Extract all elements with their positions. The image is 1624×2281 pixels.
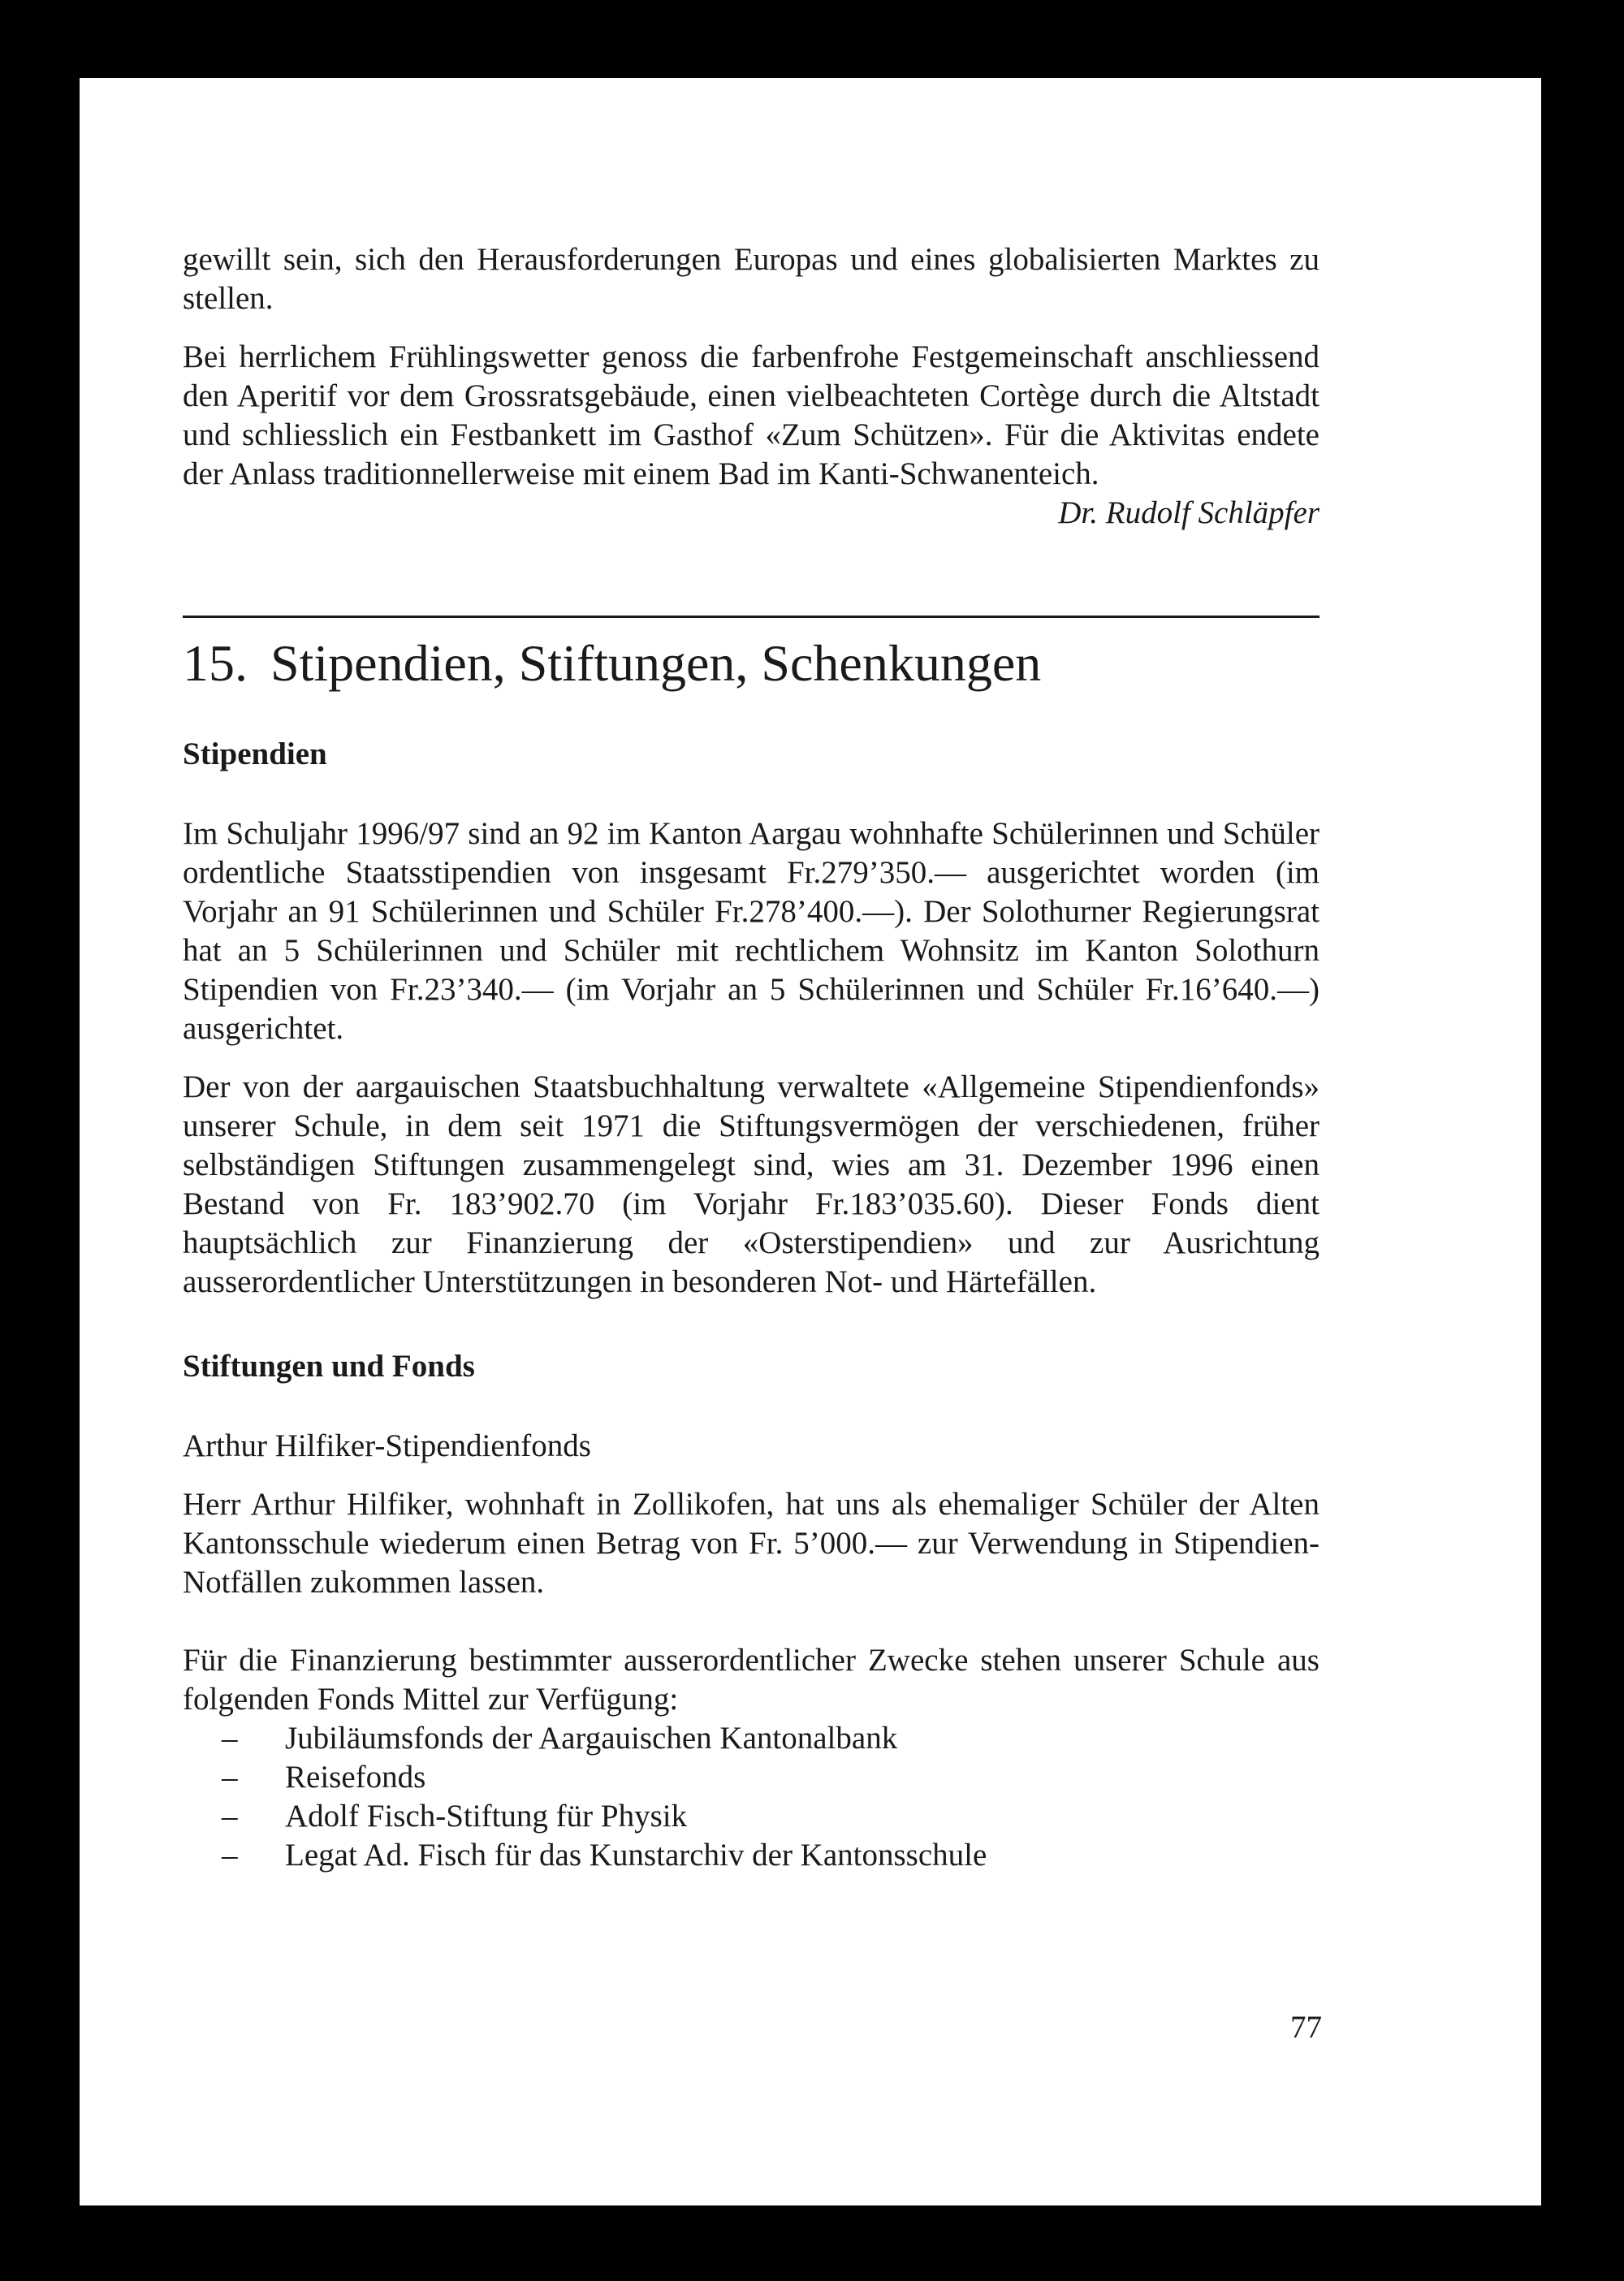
stiftungen-paragraph-1: Herr Arthur Hilfiker, wohnhaft in Zollikofen, hat uns als ehemaliger Schüler der Alten Kantonsschule wiederum einen Betrag von Fr. 5’000.— zur Verwendung in Stipendien-Notfällen zukommen lassen. <box>183 1487 1320 1600</box>
stipendien-paragraph-2: Der von der aargauischen Staatsbuchhaltung verwaltete «Allgemeine Stipendienfonds» unserer Schule, in dem seit 1971 die Stiftungsvermögen der verschiedenen, früher selbständigen Stiftungen zusammengelegt sind, wies am 31. Dezember 1996 einen Bestand von Fr. 183’902.70 (im Vorjahr Fr.183’035.60). Dieser Fonds dient hauptsächlich zur Finanzierung der «Osterstipendien» und zur Ausrichtung ausserordentlicher Unterstützungen in besonderen Not- und Härtefällen. <box>183 1069 1320 1299</box>
intro-paragraph-1: gewillt sein, sich den Herausforderungen Europas und eines globalisierten Marktes zu stellen. <box>183 242 1320 316</box>
fund-subheading: Arthur Hilfiker-Stipendienfonds <box>183 1428 591 1463</box>
section-heading-stipendien: Stipendien <box>183 737 327 771</box>
list-item: – Adolf Fisch-Stiftung für Physik <box>183 1797 1320 1836</box>
document-page <box>80 78 1541 2205</box>
list-dash: – <box>222 1799 238 1834</box>
chapter-heading <box>183 624 1320 702</box>
page-number: 77 <box>1290 2010 1322 2045</box>
chapter-title: Stipendien, Stiftungen, Schenkungen <box>270 634 1042 692</box>
list-item: – Legat Ad. Fisch für das Kunstarchiv der Kantonsschule <box>183 1836 1320 1875</box>
section-heading-stiftungen: Stiftungen und Fonds <box>183 1349 475 1384</box>
stipendien-paragraph-1: Im Schuljahr 1996/97 sind an 92 im Kanton Aargau wohnhafte Schülerinnen und Schüler ordentliche Staatsstipendien von insgesamt Fr.279’350.— ausgerichtet worden (im Vorjahr an 91 Schülerinnen und Schüler Fr.278’400.—). Der Solothurner Regierungsrat hat an 5 Schülerinnen und Schüler mit rechtlichem Wohnsitz im Kanton Solothurn Stipendien von Fr.23’340.— (im Vorjahr an 5 Schülerinnen und Schüler Fr.16’640.—) ausgerichtet. <box>183 816 1320 1046</box>
list-item: – Jubiläumsfonds der Aargauischen Kantonalbank <box>183 1719 1320 1758</box>
intro-paragraph-2: Bei herrlichem Frühlingswetter genoss die farbenfrohe Festgemeinschaft anschliessend den Aperitif vor dem Grossratsgebäude, einen vielbeachteten Cortège durch die Altstadt und schliesslich ein Festbankett im Gasthof «Zum Schützen». Für die Aktivitas endete der Anlass traditionnellerweise mit einem Bad im Kanti-Schwanenteich. <box>183 339 1320 491</box>
list-item: – Reisefonds <box>183 1758 1320 1797</box>
stiftungen-paragraph-2: Für die Finanzierung bestimmter ausserordentlicher Zwecke stehen unserer Schule aus folgenden Fonds Mittel zur Verfügung: <box>183 1643 1320 1717</box>
list-dash: – <box>222 1838 238 1873</box>
page-content <box>183 240 1320 1875</box>
list-dash: – <box>222 1760 238 1795</box>
chapter-divider <box>183 616 1320 618</box>
chapter-number: 15. <box>183 634 248 692</box>
author-signature: Dr. Rudolf Schläpfer <box>1058 495 1320 530</box>
list-dash: – <box>222 1721 238 1756</box>
fund-list <box>183 1719 1320 1875</box>
